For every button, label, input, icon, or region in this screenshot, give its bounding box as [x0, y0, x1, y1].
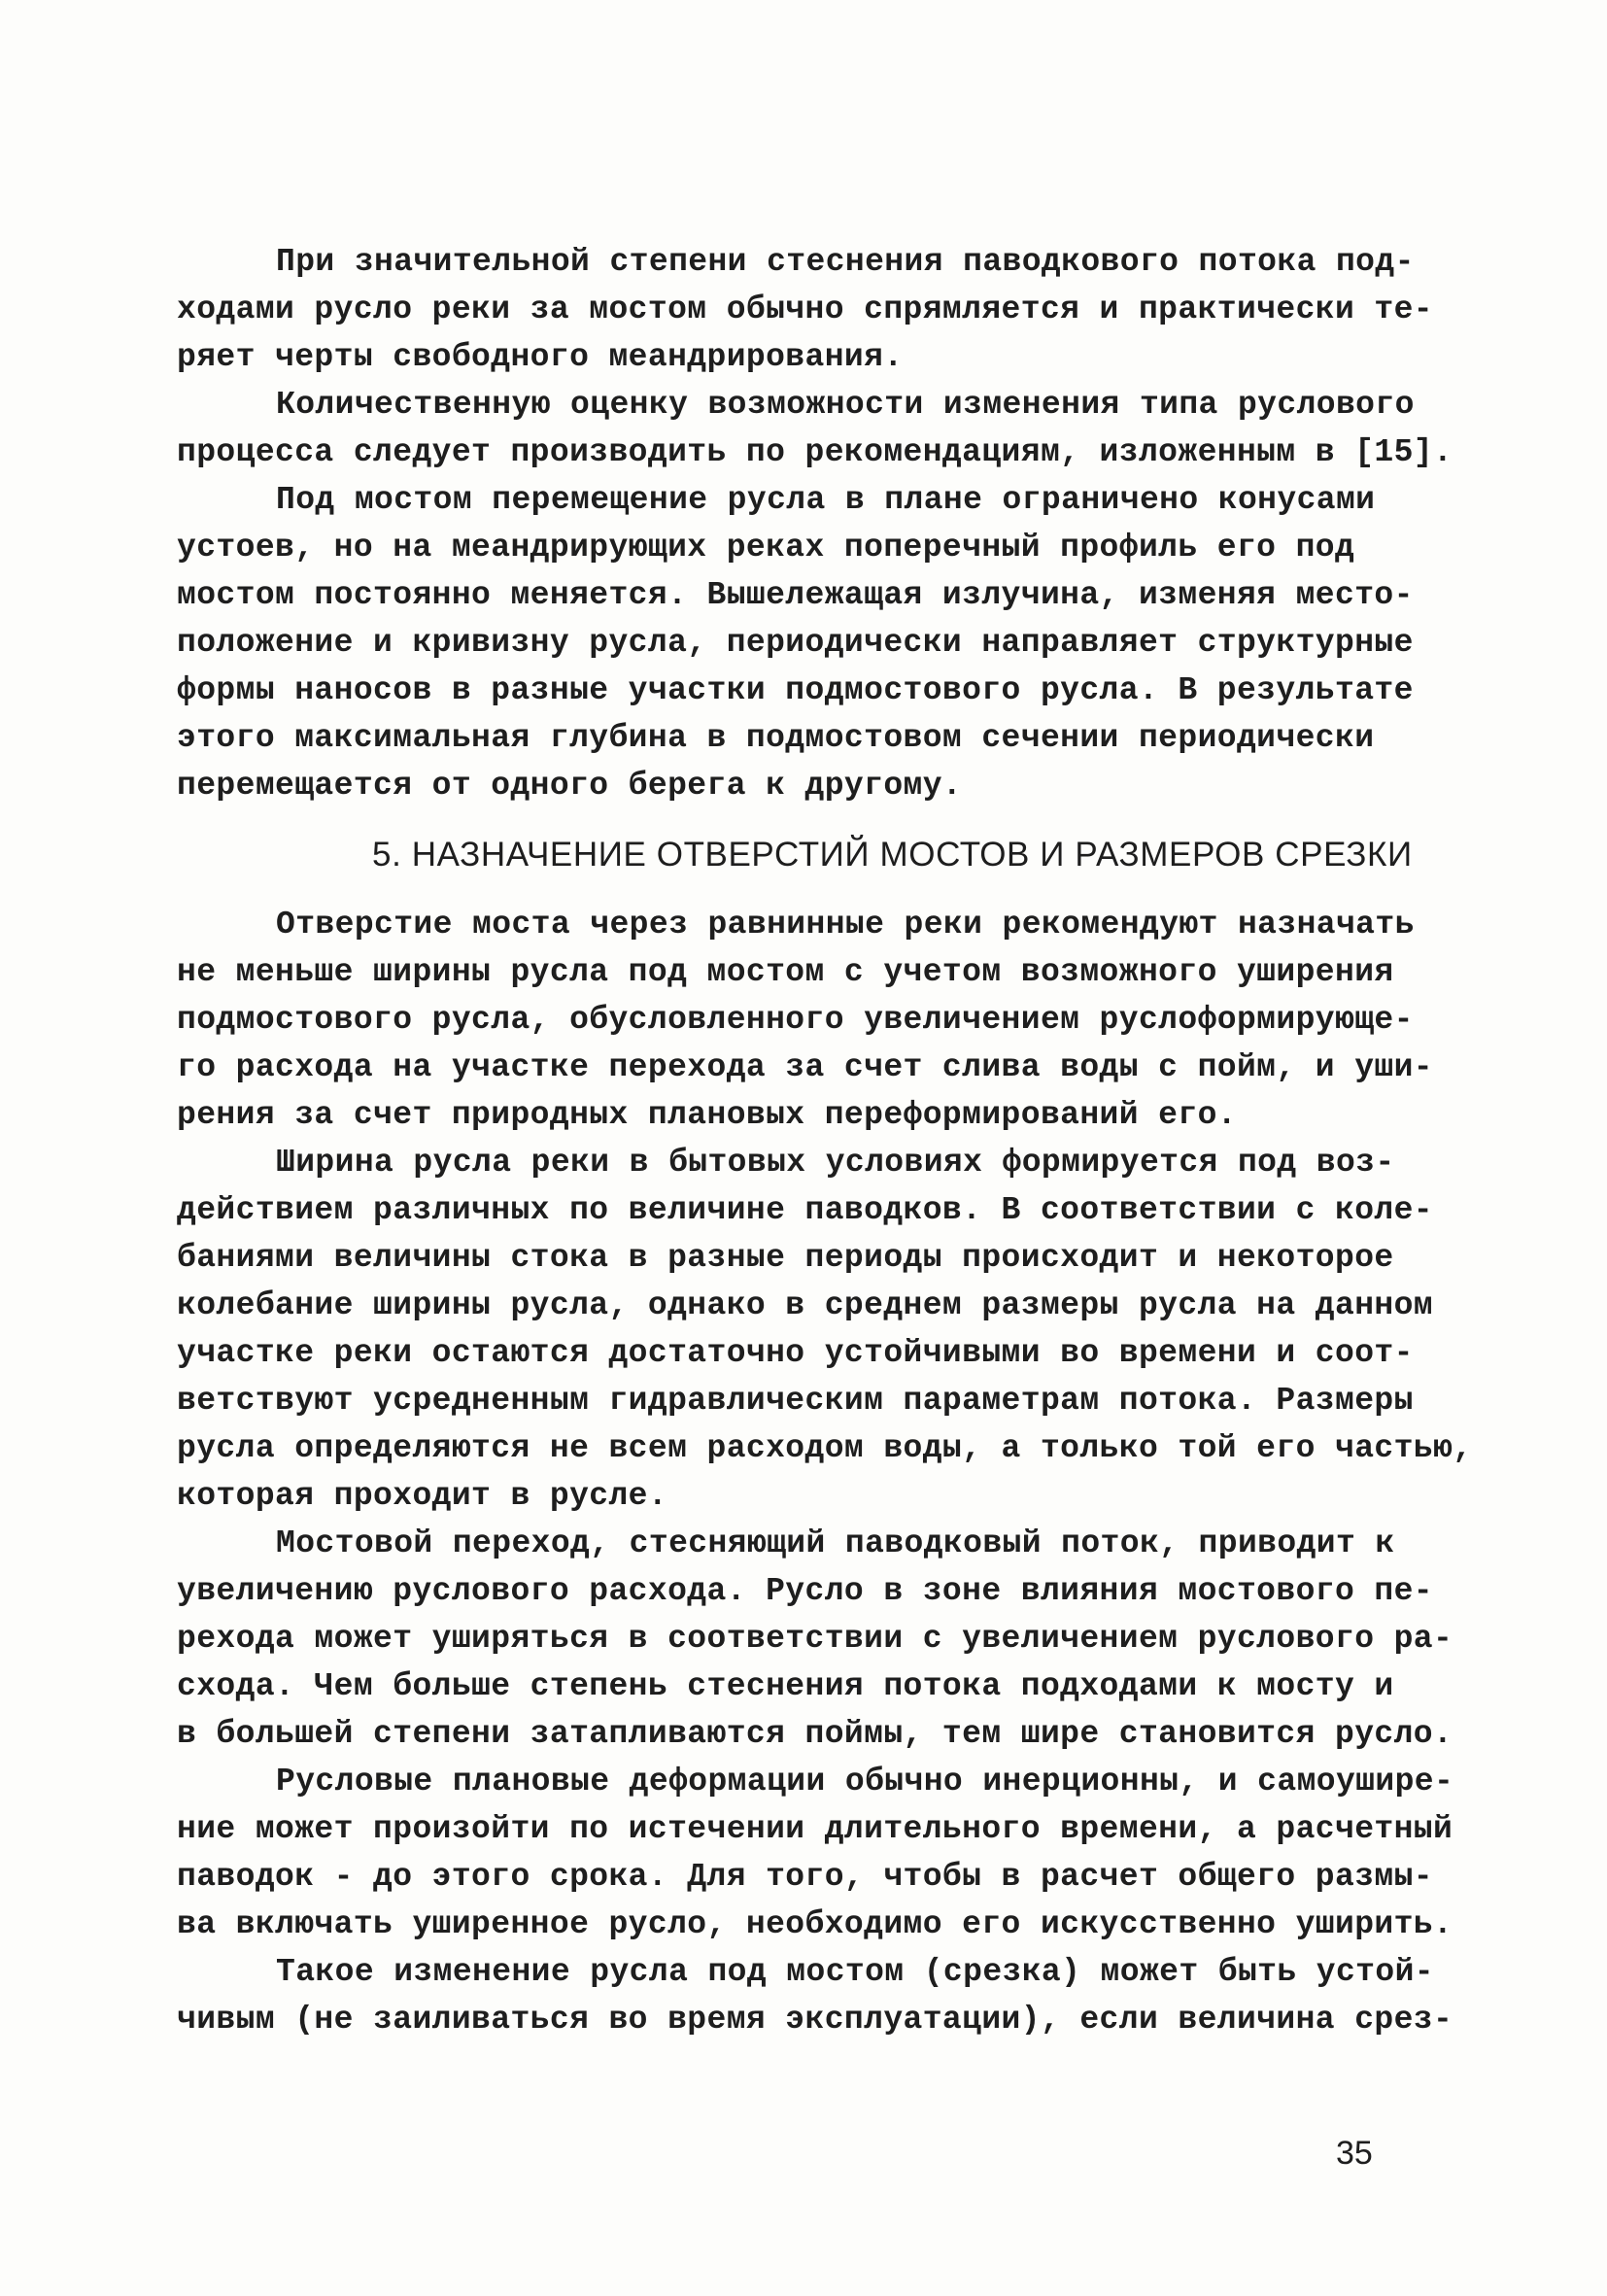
text-line: схода. Чем больше степень стеснения потока подходами к мосту и	[177, 1668, 1394, 1704]
text-line: паводок - до этого срока. Для того, чтобы в расчет общего размы-	[177, 1859, 1434, 1895]
text-line: ние может произойти по истечении длительного времени, а расчетный	[177, 1811, 1453, 1847]
text-line: устоев, но на меандрирующих реках поперечный профиль его под	[177, 530, 1355, 565]
text-line: Русловые плановые деформации обычно инерционны, и самоушире-	[276, 1764, 1454, 1799]
text-line: Такое изменение русла под мостом (срезка) может быть устой-	[276, 1954, 1434, 1990]
text-line: процесса следует производить по рекомендациям, изложенным в [15].	[177, 434, 1453, 470]
text-line: действием различных по величине паводков. В соответствии с коле-	[177, 1192, 1434, 1228]
text-line: участке реки остаются достаточно устойчивыми во времени и соот-	[177, 1335, 1414, 1371]
text-line: Мостовой переход, стесняющий паводковый поток, приводит к	[276, 1525, 1395, 1561]
text-line: ветствуют усредненным гидравлическим параметрам потока. Размеры	[177, 1383, 1414, 1419]
text-line: мостом постоянно меняется. Вышележащая излучина, изменяя место-	[177, 577, 1414, 613]
text-line: Отверстие моста через равнинные реки рекомендуют назначать	[276, 907, 1415, 942]
text-line: положение и кривизну русла, периодически направляет структурные	[177, 625, 1414, 661]
text-line: Под мостом перемещение русла в плане ограничено конусами	[276, 482, 1376, 518]
text-line: Количественную оценку возможности изменения типа руслового	[276, 387, 1415, 423]
text-line: в большей степени затапливаются поймы, тем шире становится русло.	[177, 1716, 1453, 1752]
text-line: ва включать уширенное русло, необходимо его искусственно уширить.	[177, 1906, 1453, 1942]
text-line: ходами русло реки за мостом обычно спрямляется и практически те-	[177, 291, 1434, 327]
text-line: колебание ширины русла, однако в среднем размеры русла на данном	[177, 1287, 1434, 1323]
text-line: баниями величины стока в разные периоды происходит и некоторое	[177, 1240, 1394, 1276]
section-heading: 5. НАЗНАЧЕНИЕ ОТВЕРСТИЙ МОСТОВ И РАЗМЕРОВ СРЕЗКИ	[372, 836, 1413, 874]
text-line: подмостового русла, обусловленного увеличением руслоформирующе-	[177, 1002, 1414, 1038]
text-line: не меньше ширины русла под мостом с учетом возможного уширения	[177, 954, 1394, 990]
text-line: Ширина русла реки в бытовых условиях формируется под воз-	[276, 1145, 1395, 1181]
text-line: При значительной степени стеснения паводкового потока под-	[276, 244, 1415, 280]
text-line: перемещается от одного берега к другому.	[177, 768, 963, 804]
text-line: этого максимальная глубина в подмостовом сечении периодически	[177, 720, 1375, 756]
page-number: 35	[1336, 2135, 1373, 2172]
text-line: рения за счет природных плановых переформирований его.	[177, 1097, 1237, 1133]
text-line: которая проходит в русле.	[177, 1478, 668, 1514]
text-line: чивым (не заиливаться во время эксплуатации), если величина срез-	[177, 2002, 1453, 2038]
text-line: рехода может уширяться в соответствии с увеличением руслового ра-	[177, 1621, 1453, 1657]
text-line: го расхода на участке перехода за счет слива воды с пойм, и уши-	[177, 1049, 1434, 1085]
text-line: ряет черты свободного меандрирования.	[177, 339, 904, 375]
text-line: увеличению руслового расхода. Русло в зоне влияния мостового пе-	[177, 1573, 1434, 1609]
text-line: формы наносов в разные участки подмостового русла. В результате	[177, 672, 1414, 708]
text-line: русла определяются не всем расходом воды, а только той его частью,	[177, 1430, 1473, 1466]
